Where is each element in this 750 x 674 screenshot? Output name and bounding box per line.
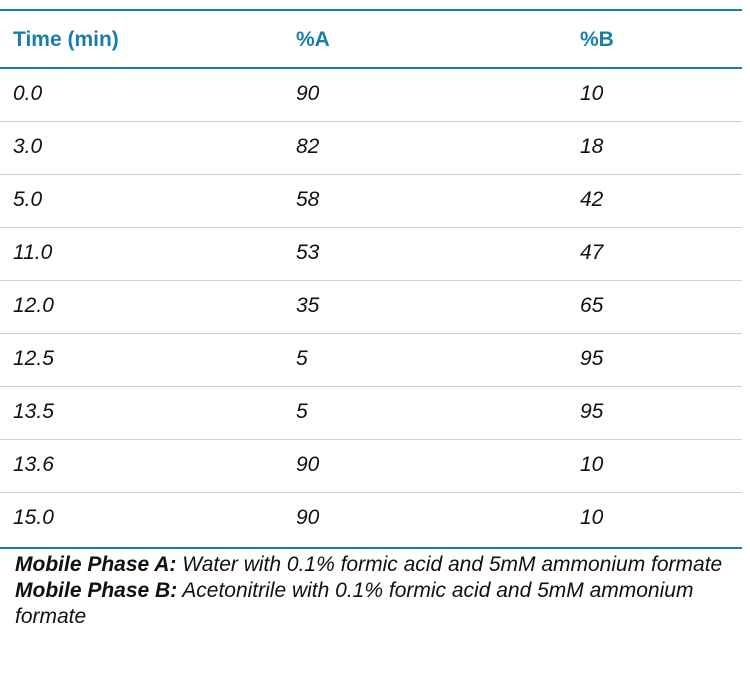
note-label: Mobile Phase B: <box>15 579 178 602</box>
cell-percent-b: 47 <box>580 241 604 264</box>
table-row <box>0 440 742 493</box>
cell-percent-b: 42 <box>580 188 604 211</box>
cell-time: 12.5 <box>13 347 54 370</box>
table-row <box>0 334 742 387</box>
table-body <box>0 69 742 549</box>
note-text: Acetonitrile with 0.1% formic acid and 5mM ammonium formate <box>15 579 694 628</box>
cell-percent-a: 58 <box>296 188 320 211</box>
note-mobile-phase-a <box>15 552 740 578</box>
cell-time: 13.6 <box>13 453 54 476</box>
cell-percent-a: 90 <box>296 506 320 529</box>
cell-percent-a: 5 <box>296 400 308 423</box>
cell-percent-b: 95 <box>580 400 604 423</box>
cell-time: 0.0 <box>13 82 43 105</box>
table-row <box>0 122 742 175</box>
cell-percent-a: 82 <box>296 135 320 158</box>
cell-time: 11.0 <box>13 241 53 264</box>
mobile-phase-notes <box>15 552 740 630</box>
table-row <box>0 228 742 281</box>
note-label: Mobile Phase A: <box>15 553 177 576</box>
table-row <box>0 281 742 334</box>
note-text: Water with 0.1% formic acid and 5mM ammonium formate <box>176 553 723 576</box>
table-row <box>0 175 742 228</box>
header-time: Time (min) <box>13 28 119 51</box>
cell-percent-a: 90 <box>296 82 320 105</box>
table-row <box>0 69 742 122</box>
cell-percent-a: 53 <box>296 241 320 264</box>
cell-percent-b: 10 <box>580 82 604 105</box>
header-percent-b: %B <box>580 28 614 51</box>
table-header-row <box>0 11 742 69</box>
header-percent-a: %A <box>296 28 330 51</box>
cell-time: 5.0 <box>13 188 43 211</box>
cell-time: 15.0 <box>13 506 54 529</box>
table-row <box>0 387 742 440</box>
gradient-table <box>0 9 742 549</box>
cell-time: 13.5 <box>13 400 54 423</box>
note-mobile-phase-b <box>15 578 740 630</box>
cell-time: 3.0 <box>13 135 43 158</box>
cell-percent-b: 10 <box>580 506 604 529</box>
table-row <box>0 493 742 549</box>
cell-percent-b: 18 <box>580 135 604 158</box>
cell-percent-a: 90 <box>296 453 320 476</box>
cell-percent-b: 65 <box>580 294 604 317</box>
cell-percent-a: 5 <box>296 347 308 370</box>
cell-percent-b: 10 <box>580 453 604 476</box>
cell-time: 12.0 <box>13 294 54 317</box>
cell-percent-b: 95 <box>580 347 604 370</box>
cell-percent-a: 35 <box>296 294 320 317</box>
